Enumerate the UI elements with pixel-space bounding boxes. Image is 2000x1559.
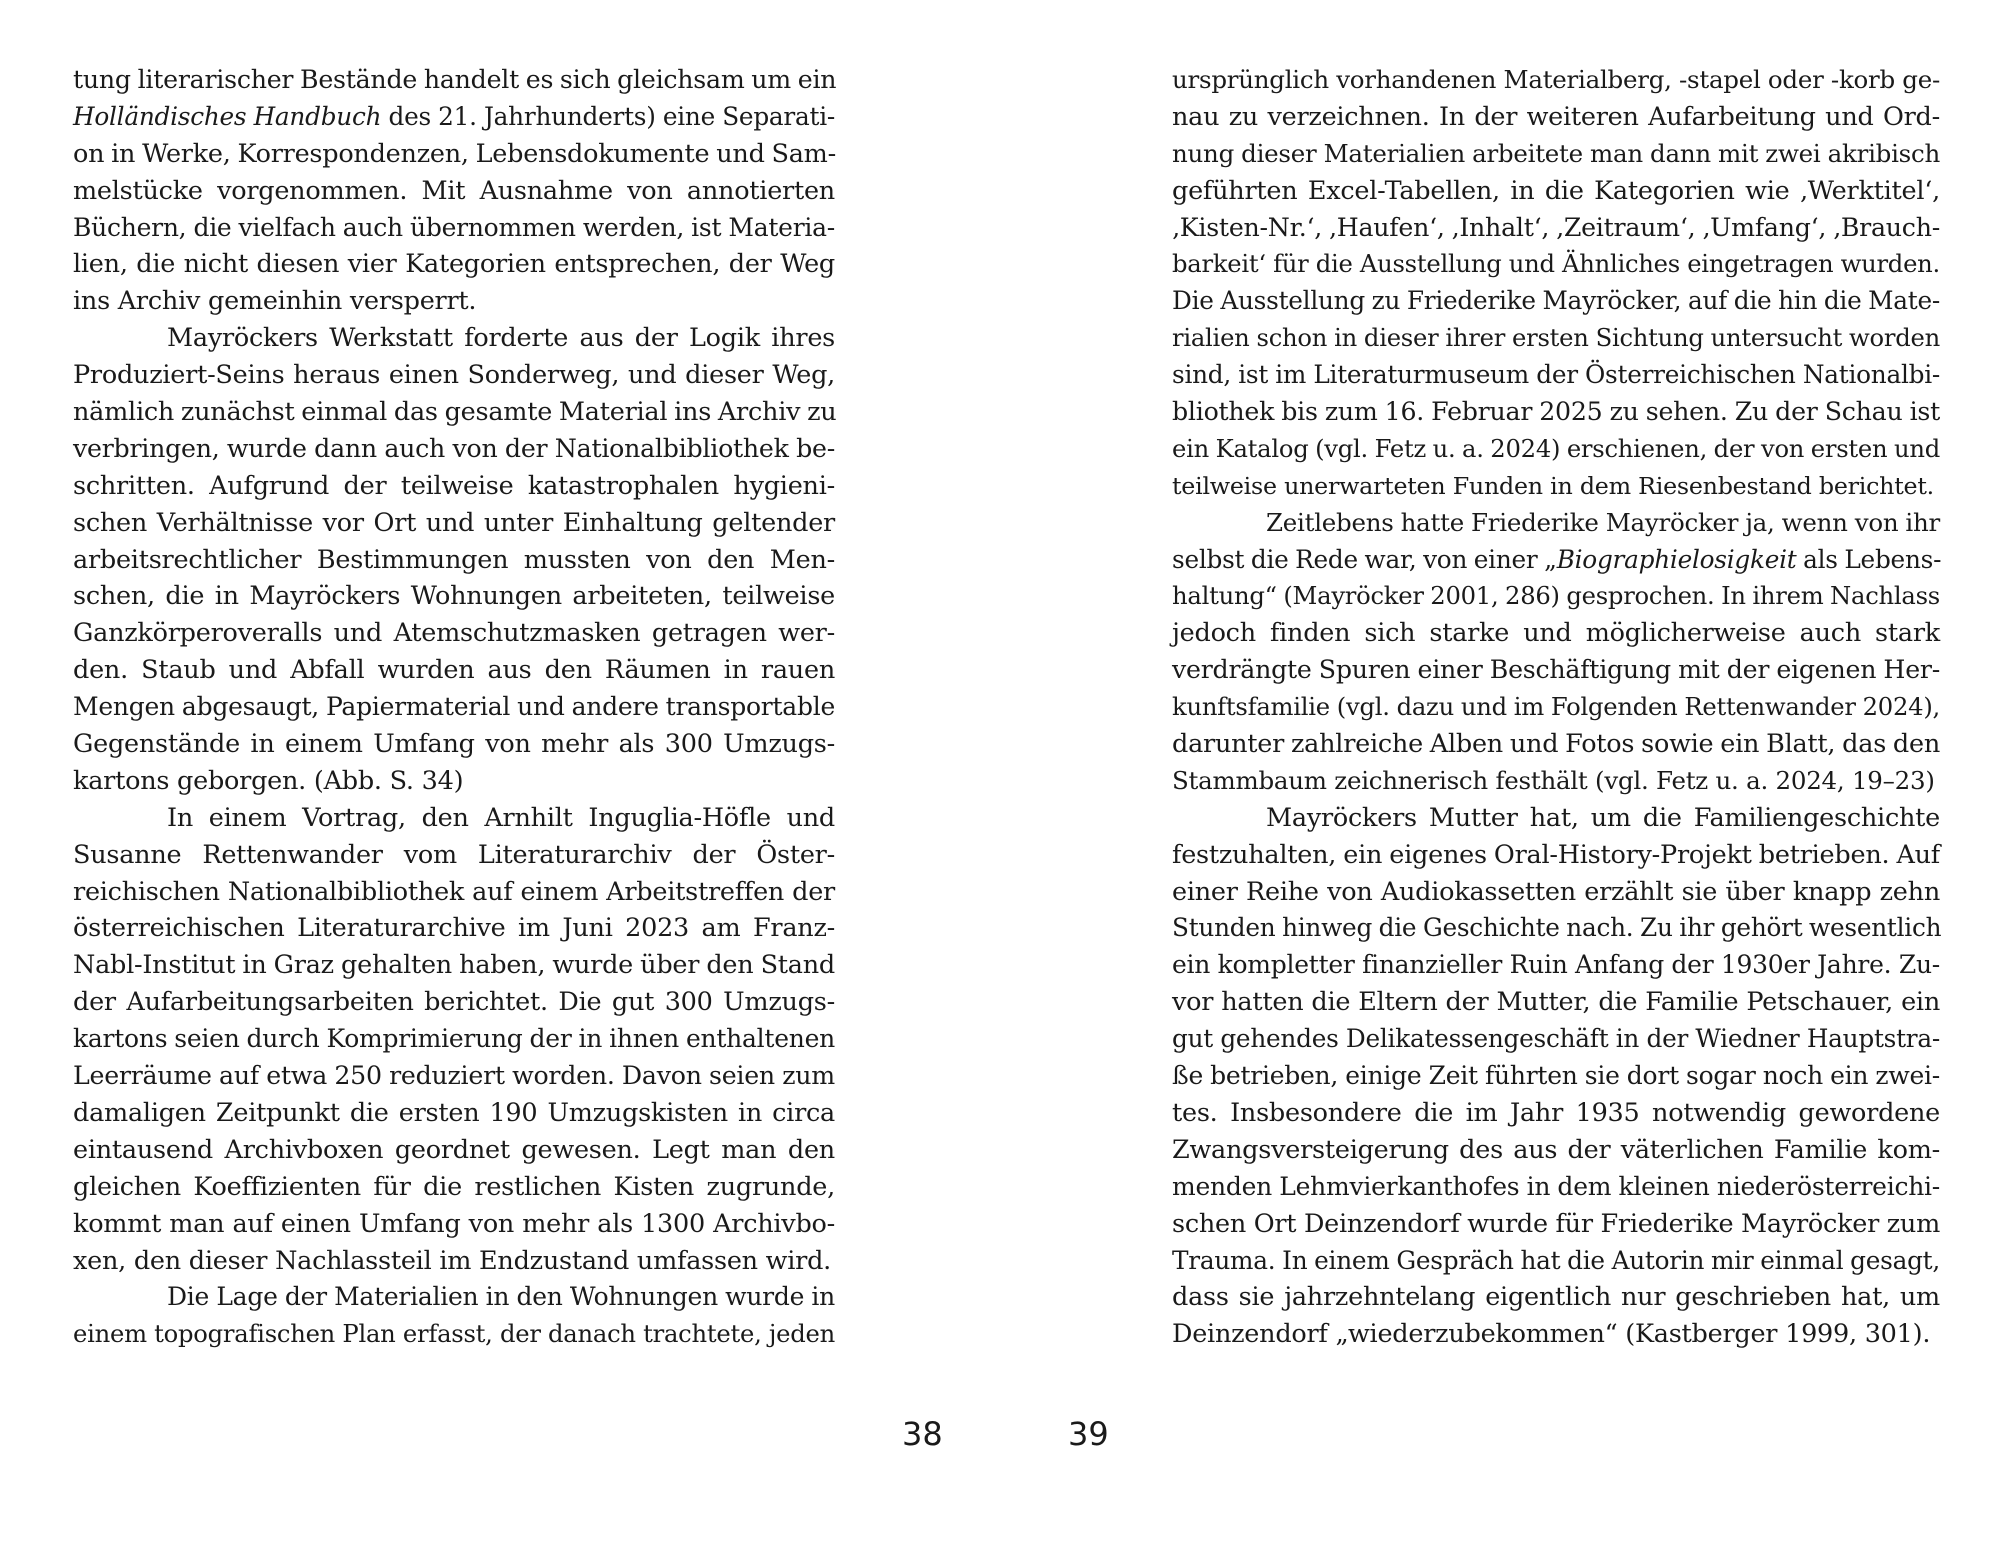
text-line: verdrängte Spuren einer Beschäftigung mit der eigenen Her-: [1172, 655, 1940, 685]
text-line: vor hatten die Eltern der Mutter, die Familie Petschauer, ein: [1172, 987, 1940, 1018]
text-line: Susanne Rettenwander vom Literaturarchiv der Öster-: [73, 839, 835, 870]
text-line: nämlich zunächst einmal das gesamte Material ins Archiv zu: [73, 397, 837, 428]
text-line: schritten. Aufgrund der teilweise katastrophalen hygieni-: [73, 470, 835, 501]
text-line: Ganzkörperoveralls und Atemschutzmasken getragen wer-: [73, 618, 835, 649]
text-line: Produziert-Seins heraus einen Sonderweg, und dieser Weg,: [73, 360, 835, 391]
text-line: ein Katalog (vgl. Fetz u. a. 2024) erschienen, der von ersten und: [1172, 433, 1940, 463]
text-line: ins Archiv gemeinhin versperrt.: [73, 286, 477, 317]
text-line: dass sie jahrzehntelang eigentlich nur geschrieben hat, um: [1172, 1282, 1940, 1313]
text-line: verbringen, wurde dann auch von der Nationalbibliothek be-: [73, 433, 835, 463]
text-line: kartons seien durch Komprimierung der in ihnen enthaltenen: [73, 1024, 835, 1054]
text-line: gut gehendes Delikatessengeschäft in der Wiedner Hauptstra-: [1172, 1024, 1940, 1054]
text-line: xen, den dieser Nachlassteil im Endzustand umfassen wird.: [73, 1245, 832, 1276]
text-line: menden Lehmvierkanthofes in dem kleinen niederösterreichi-: [1172, 1171, 1940, 1201]
page-number-left: 38: [902, 1415, 943, 1453]
text-line: damaligen Zeitpunkt die ersten 190 Umzugskisten in circa: [73, 1097, 835, 1128]
text-line: einem topografischen Plan erfasst, der danach trachtete, jeden: [73, 1319, 835, 1349]
text-line: reichischen Nationalbibliothek auf einem Arbeitstreffen der: [73, 876, 835, 907]
text-line: Nabl-Institut in Graz gehalten haben, wurde über den Stand: [73, 950, 835, 981]
text-line: rialien schon in dieser ihrer ersten Sichtung untersucht worden: [1172, 323, 1940, 353]
text-line: on in Werke, Korrespondenzen, Lebensdokumente und Sam-: [73, 138, 836, 169]
text-line: Zeitlebens hatte Friederike Mayröcker ja, wenn von ihr: [1266, 507, 1940, 537]
text-line: Mayröckers Mutter hat, um die Familiengeschichte: [1266, 802, 1940, 833]
text-line: Leerräume auf etwa 250 reduziert worden. Davon seien zum: [73, 1061, 835, 1091]
text-line: Gegenstände in einem Umfang von mehr als 300 Umzugs-: [73, 729, 835, 760]
text-line: Mengen abgesaugt, Papiermaterial und andere transportable: [73, 692, 835, 722]
text-line: melstücke vorgenommen. Mit Ausnahme von annotierten: [73, 175, 835, 206]
text-line: Deinzendorf „wiederzubekommen“ (Kastberger 1999, 301).: [1172, 1319, 1931, 1350]
text-line: tes. Insbesondere die im Jahr 1935 notwendig gewordene: [1172, 1097, 1940, 1128]
text-line: Stammbaum zeichnerisch festhält (vgl. Fetz u. a. 2024, 19–23): [1172, 765, 1935, 795]
text-line: selbst die Rede war, von einer „Biographielosigkeit als Lebens-: [1172, 544, 1942, 574]
text-line: schen Verhältnisse vor Ort und unter Einhaltung geltender: [73, 507, 835, 538]
text-line: Holländisches Handbuch des 21. Jahrhunderts) eine Separati-: [73, 101, 835, 131]
text-line: Büchern, die vielfach auch übernommen werden, ist Materia-: [73, 212, 835, 242]
page-number-right: 39: [1068, 1415, 1109, 1453]
text-line: nung dieser Materialien arbeitete man dann mit zwei akribisch: [1172, 138, 1940, 168]
text-line: haltung“ (Mayröcker 2001, 286) gesprochen. In ihrem Nachlass: [1172, 581, 1940, 611]
text-line: österreichischen Literaturarchive im Juni 2023 am Franz-: [73, 913, 835, 944]
text-line: tung literarischer Bestände handelt es sich gleichsam um ein: [73, 65, 837, 94]
text-line: nau zu verzeichnen. In der weiteren Aufarbeitung und Ord-: [1172, 101, 1940, 132]
text-line: ursprünglich vorhandenen Materialberg, -stapel oder -korb ge-: [1172, 65, 1940, 94]
text-line: darunter zahlreiche Alben und Fotos sowie ein Blatt, das den: [1172, 729, 1940, 760]
text-line: barkeit‘ für die Ausstellung und Ähnliches eingetragen wurden.: [1172, 249, 1940, 279]
left-page: [73, 62, 835, 1353]
right-page: [1172, 62, 1940, 1353]
text-line: schen, die in Mayröckers Wohnungen arbeiteten, teilweise: [73, 581, 835, 612]
text-line: geführten Excel-Tabellen, in die Kategorien wie ‚Werktitel‘,: [1172, 175, 1940, 206]
text-line: arbeitsrechtlicher Bestimmungen mussten von den Men-: [73, 544, 835, 575]
text-line: jedoch finden sich starke und möglicherweise auch stark: [1172, 618, 1940, 649]
text-line: sind, ist im Literaturmuseum der Österreichischen Nationalbi-: [1172, 360, 1940, 390]
text-line: Stunden hinweg die Geschichte nach. Zu ihr gehört wesentlich: [1172, 913, 1942, 943]
text-line: Die Lage der Materialien in den Wohnungen wurde in: [167, 1282, 835, 1312]
text-line: kunftsfamilie (vgl. dazu und im Folgenden Rettenwander 2024),: [1172, 692, 1940, 722]
text-line: der Aufarbeitungsarbeiten berichtet. Die gut 300 Umzugs-: [73, 987, 835, 1018]
text-line: Mayröckers Werkstatt forderte aus der Logik ihres: [167, 323, 835, 354]
text-line: teilweise unerwarteten Funden in dem Riesenbestand berichtet.: [1172, 471, 1934, 500]
text-line: In einem Vortrag, den Arnhilt Inguglia-Höfle und: [167, 802, 835, 833]
text-line: gleichen Koeffizienten für die restlichen Kisten zugrunde,: [73, 1171, 835, 1202]
text-line: ‚Kisten-Nr.‘, ‚Haufen‘, ‚Inhalt‘, ‚Zeitraum‘, ‚Umfang‘, ‚Brauch-: [1172, 212, 1940, 242]
text-line: eintausend Archivboxen geordnet gewesen. Legt man den: [73, 1134, 835, 1165]
text-line: Trauma. In einem Gespräch hat die Autorin mir einmal gesagt,: [1172, 1245, 1940, 1275]
text-line: ein kompletter finanzieller Ruin Anfang der 1930er Jahre. Zu-: [1172, 950, 1940, 980]
text-line: Die Ausstellung zu Friederike Mayröcker, auf die hin die Mate-: [1172, 286, 1940, 316]
text-line: Zwangsversteigerung des aus der väterlichen Familie kom-: [1172, 1134, 1940, 1165]
text-line: kartons geborgen. (Abb. S. 34): [73, 765, 464, 796]
text-line: ße betrieben, einige Zeit führten sie dort sogar noch ein zwei-: [1172, 1061, 1940, 1091]
text-line: kommt man auf einen Umfang von mehr als 1300 Archivbo-: [73, 1208, 835, 1239]
text-line: festzuhalten, ein eigenes Oral-History-Projekt betrieben. Auf: [1172, 839, 1940, 870]
text-line: lien, die nicht diesen vier Kategorien entsprechen, der Weg: [73, 249, 835, 280]
text-line: einer Reihe von Audiokassetten erzählt sie über knapp zehn: [1172, 876, 1940, 907]
text-line: den. Staub und Abfall wurden aus den Räumen in rauen: [73, 655, 835, 686]
text-line: schen Ort Deinzendorf wurde für Friederike Mayröcker zum: [1172, 1208, 1940, 1239]
text-line: bliothek bis zum 16. Februar 2025 zu sehen. Zu der Schau ist: [1172, 397, 1940, 427]
